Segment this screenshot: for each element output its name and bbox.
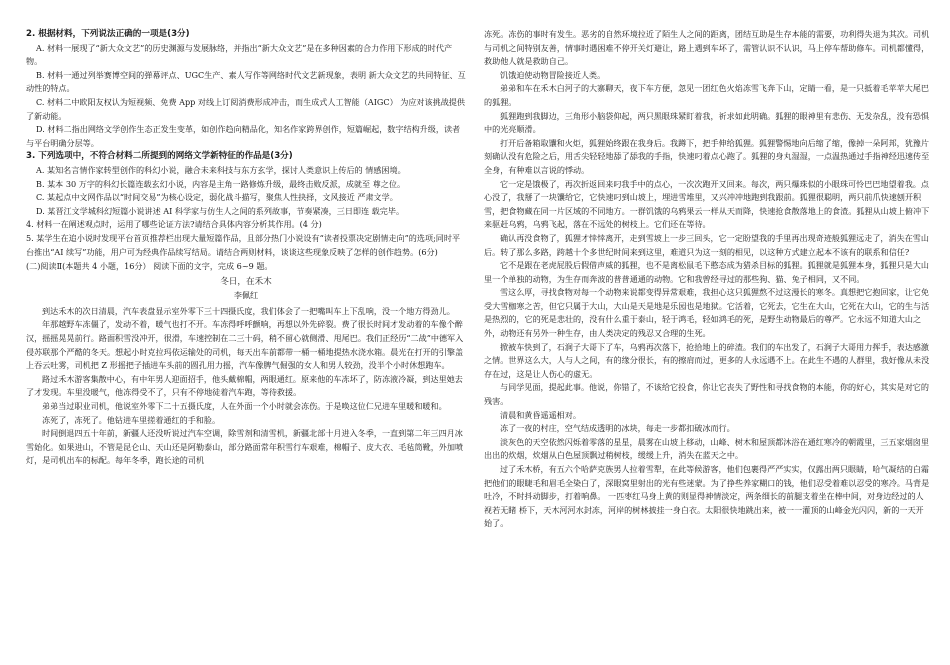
question-2-option-d: D. 材料二指出网络文学创作生态正发生变革，如创作趋向精品化，知名作家跨界创作，短篇崛起，数字结构升级，读者与平台明确分层等。	[26, 124, 461, 148]
section-heading: (二)阅读Ⅱ(本题共 4 小题，16分） 阅读下面的文字，完成 6~9 题。	[26, 261, 273, 272]
story-paragraph: 冻死了，冻死了。他钻进车里搓着通红的手和脸。	[42, 414, 221, 425]
story-paragraph: 弟弟和车在禾木白河子的大寨聊天，夜下车方便，忽见一团红色火焰冻雪飞奔下山，定睛一看，是一只抵着毛苹苹大尾巴的狐狸。	[484, 83, 929, 107]
left-column	[26, 28, 466, 468]
story-paragraph: 冻死。冻伤的事时有发生。恶劣的自然环境拉近了陌生人之间的距离，团结互助是生存本能的需要，功利得失退为其次。司机与司机之间特别友善，情事时遇困难不停开关灯避让，路上遇到车坏了，需管认识不认识，马上停车帮助修车。司机都懂得，救助他人就是救助自己。	[484, 29, 930, 67]
story-title: 冬日，在禾木	[220, 276, 272, 287]
story-paragraph: 年那越野车冻僵了，发动不着，暖气也打不开。车冻得呼呼颤响，再想以外先碎裂。费了很长时间才发动着的车像个醉汉，摇摇晃晃前行。路面积雪没冲开，很滑，车速控制在二三十码，稍不留心就侧滑、甩尾巴。我们正经历“二战”中德军入侵苏联那个严酷的冬天。想起小时克拉玛依运输处的司机，每天出车前都带一桶一桶地提热水浇水箱。晨光在打开的引擎盖上吞云吐雾，司机把 Z 形摇把子插进车头前的圆孔用力摇，汽车像脾气倔强的女人和男人较劲，没半个小时休想跑车。	[26, 319, 464, 371]
question-2-option-c: C. 材料二中欧阳友权认为短视频、免费 App 对线上订阅消费形成冲击，而生成式人工智能（AIGC） 为应对该挑战提供了新动能。	[26, 96, 465, 121]
story-paragraph: 到达禾木的次日清晨，汽车表盘显示室外零下三十四摄氏度，我们体会了一把嘴叫车上下乱响，没一个地方得劲儿。	[42, 305, 455, 316]
story-paragraph: 淡灰色的天空依然闪烁着零落的星星，晨雾在山坡上移动，山峰、树木和屋顶都沐浴在通红寒冷的朝霞里，三五家烟囱里出出的炊烟，炊烟从白色屋顶飘过稍树枝，缓缓上升，消失在蓝天之中。	[484, 436, 929, 461]
story-author: 李佩红	[233, 290, 259, 301]
story-paragraph: 路过禾木游客集散中心，有中年男人迎面招手，他头戴棉帽，两眼通红。原来他的车冻坏了，防冻液冷凝，到达里她去了才发现。车里没暖气，他冻得受不了，只有不停地徒着汽车跑，等待救援。	[26, 373, 463, 398]
question-3-option-b: B. 某本 30 万字的科幻长篇连载玄幻小说，内容是主角一路修炼升级，最终击败反派，成就至 尊之位。	[36, 178, 406, 189]
story-paragraph: 弟弟当过职业司机，他说室外零下二十五摄氏度，人在外面一个小时就会冻伤。于是唤这位仁兄进车里暖和暖和。	[42, 401, 447, 412]
story-paragraph: 饥饿迫使动物冒险接近人类。	[500, 69, 606, 80]
story-paragraph: 确认再没食物了，狐狸才悻悻离开，走到雪坡上一步三回头，它一定盼望我的手里再出现奇迹般狐狸远走了，消失在雪山后。转了那么多路，跨越十个多世纪时间来到这里，难道只为这一刻的相见，以这种方式建立起本不该有的联系和信任?	[484, 232, 929, 257]
story-paragraph: 它不是跟在老虎屁股后假借声威的狐狸，也不是离松鼠毛下憨态成为猎杀目标的狐狸。狐狸就是狐狸本身，狐狸只是大山里一个单独的动物，为生存而奔波的普普通通的动物。它和我曾经寻过的那些狗、猫、兔子相同，又不同。	[484, 260, 929, 284]
story-paragraph: 雪这么厚，寻找食物对每一个动物来说都变得异常艰难，我担心这只狐狸熬不过这漫长的寒冬。真想把它抱回家，让它免受大雪枷寒之苦，但它只属于大山，大山是天是地是乐园也是地狱。它活着，它死去，它生在大山，它死在大山，它的生与活是热烈的，它的死是悲壮的，没有什么重于泰山，轻于鸿毛，轻如鸿毛的死，是野生动物最后的尊严。它永远不知道大山之外，动物还有另外一种生存，由人类决定的残忍又合理的生死。	[484, 287, 930, 339]
story-paragraph: 它一定是饿极了，再次折返回来叼我手中的点心，一次次跑开又回来。每次，两只爆珠似的小眼珠可怜巴巴地望着我。点心没了，我掰了一块馕给它，它快速叼到山坡上，埋进雪堆里，又兴冲冲地跑到我跟前。狐狸很聪明，两只前爪快速刨开积雪，把食物藏在同一片区域的不同地方。一群饥饿的乌鸦果云一样从天而降，快速抢食散落地上的食渣。狐狸从山坡上俯冲下来驱赶乌鸦，乌鸦飞起，落在不远处的树枝上。它们还在等待。	[484, 178, 930, 230]
story-paragraph: 冻了一夜的村庄，空气结成透明的冰块，每走一步都扣破冰而行。	[500, 423, 735, 434]
story-paragraph: 过了禾木桥，有五六个哈萨克族男人拉着雪犁，在此等候游客，他们包裹得严严实实，仅露出两只眼睛，哈气凝结的白霜把他们的眼睫毛和眉毛全染白了，深眼窝里射出的光有些迷蒙。为了挣些养家糊口的钱，他们忍受着难以忍受的寒冷。马背是吐冷，不时抖动脚步，打着响鼻。 一匹枣红马身上黄的则显得神情淡定，两条细长的前腿支着坐在棒中间，对身边经过的人视若无睹 桥下，天木河河水封冻，河岸的树林披挂一身白衣。太阳很快地跳出来，被一一灌顶的山峰金光闪闪，新的一天开始了。	[484, 464, 930, 529]
question-3-stem: 3. 下列选项中，不符合材料二所提到的网络文学新特征的作品是(3分)	[26, 151, 293, 162]
story-paragraph: 时间倒退四五十年前，新疆人还没听说过汽车空调，除雪剂和清雪机，新疆北部十月进入冬季，一直到第二年三四月冰雪始化。如果进山，不管是昆仑山、天山还是阿勒泰山，部分路面常年积雪行车艰难，棉帽子、皮大衣、毛毡筒靴，外加喷灯，是司机出车的标配。每年冬季，跑长途的司机	[26, 428, 464, 466]
question-3-option-c: C. 某起点中文网作品以“时间交易”为核心设定，弱化战斗描写，聚焦人性抉择，文风接近 严肃文学。	[36, 192, 398, 203]
right-column	[484, 28, 930, 531]
question-2-option-a: A. 材料一展现了“新大众文艺”的历史渊源与发展脉络，并指出“新大众文艺”是在多种因素的合力作用下形成的时代产物。	[26, 42, 453, 67]
story-paragraph: 清晨和黄昏遥遥相对。	[500, 409, 581, 420]
story-paragraph: 狐狸跑到我脚边，三角形小脑袋仰起，两只黑眼珠紧盯着我，祈求如此明确。狐狸的眼神里有悲伤、无发杂乱，没有恐惧中的光亮顺滑。	[484, 110, 929, 135]
question-3-option-a: A. 某知名言情作家转型创作的科幻小说，融合未来科技与东方玄学，探讨人类意识上传后的 情感困境。	[36, 164, 406, 175]
question-3-option-d: D. 某晋江文学城科幻短篇小说讲述 AI 科学家与仿生人之间的系列故事，节奏紧凑，三日即连 载完毕。	[36, 205, 405, 216]
story-paragraph: 打开后备箱取馕和火炬，狐狸始终跟在我身后。我蹲下，把手伸给狐狸。狐狸警惕地向后缩了缩，像掉一朵阿邦，犹豫片刻确认没有危险之后，用舌尖轻轻地舔了舔我的手指，快速叼着点心跑了。狐狸的身丸湿湿，一点温热通过手指神经迅速传至全身，有种难以言说的悸动。	[484, 137, 930, 175]
question-4: 4. 材料一在阐述观点时，运用了哪些论证方法?请结合具体内容分析其作用。(4 分)	[26, 219, 322, 230]
story-paragraph: 与同学见面，提起此事。他说，你错了，不该给它投食，你让它丧失了野性和寻找食物的本能，你的好心，其实是对它的残害。	[484, 382, 929, 407]
question-2-stem: 2. 根据材料，下列说法正确的一项是(3分)	[26, 29, 190, 39]
question-2-option-b: B. 材料一通过列举赛博空间的弹幕评点、UGC生产、素人写作等网络时代文艺新现象，表明 新大众文艺的共同特征、互动性的特点。	[26, 69, 466, 94]
question-5: 5. 某学生在追小说时发现平台首页推荐栏出现大量短篇作品，且部分热门小说设有“读者投票决定剧情走向”的选项;同时平台推出“AI 续写”功能，用户可为经典作品续写结局。请结合两则材料，谈谈这些现象反映了怎样的创作趋势。(6分)	[26, 232, 461, 257]
story-paragraph: 掀被车快到了，石涧子大哥下了车，乌鸦再次落下，抢拾地上的碎渣。我们的车出发了，石涧子大哥用力挥手，表达感激之情。世界这么大，人与人之间，有的缘分很长，有的擦肩而过，更多的人永远遇不上。在此生不遇的人群里，我好像从未没存在过，这是让人伤心的虚无。	[484, 341, 930, 379]
